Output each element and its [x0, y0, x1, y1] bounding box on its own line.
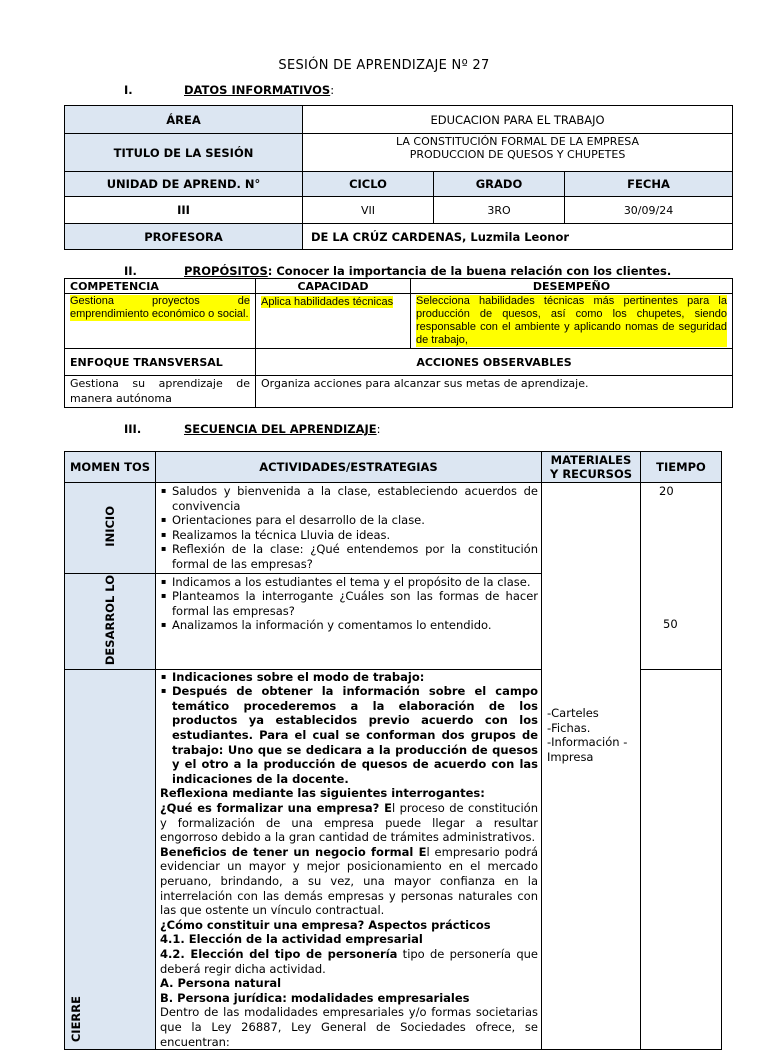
area-label: ÁREA [65, 106, 303, 134]
question-beneficios [160, 845, 538, 918]
acciones-label: ACCIONES OBSERVABLES [256, 349, 733, 376]
desempeno-label: DESEMPEÑO [411, 279, 733, 294]
reflexiona-text: Reflexiona mediante las siguientes interrogantes: [160, 786, 485, 801]
desempeno-value: Selecciona habilidades técnicas más pertinentes para la producción de quesos, así como los chupetes, siendo responsable con el ambiente y aplicando nomas de seguridad de trabajo, [416, 295, 727, 346]
cierre-cell [65, 669, 156, 1049]
profesora-label: PROFESORA [65, 224, 303, 250]
datos-table [64, 105, 733, 250]
modalidades-text: Dentro de las modalidades empresariales y/o formas societarias que la Ley 26887, Ley General de Sociedades ofrece, se encuentran: [160, 1005, 538, 1049]
titulo-line-1: LA CONSTITUCIÓN FORMAL DE LA EMPRESA [396, 135, 639, 148]
capacidad-label: CAPACIDAD [256, 279, 411, 294]
inicio-activities [156, 483, 542, 574]
acciones-value: Organiza acciones para alcanzar sus metas de aprendizaje. [256, 376, 733, 408]
secuencia-table [64, 451, 722, 1050]
desarrollo-label: DESARROL LO [103, 574, 117, 665]
inicio-item: ▪ Saludos y bienvenida a la clase, estableciendo acuerdos de convivencia [172, 484, 538, 513]
section-1-suffix: : [330, 83, 335, 97]
cierre-label: CIERRE [69, 995, 83, 1043]
cierre-item: ▪ Indicaciones sobre el modo de trabajo: [172, 670, 538, 685]
area-value: EDUCACION PARA EL TRABAJO [303, 106, 733, 134]
section-3-suffix: : [376, 422, 381, 436]
competencia-cell [65, 294, 256, 349]
question-constituir: ¿Cómo constituir una empresa? Aspectos prácticos [160, 917, 491, 932]
section-3-number: III. [124, 422, 142, 436]
cierre-tiempo [641, 669, 722, 1049]
inicio-item: ▪ Realizamos la técnica Lluvia de ideas. [172, 528, 538, 543]
actividades-header: ACTIVIDADES/ESTRATEGIAS [156, 452, 542, 483]
inicio-cell [65, 483, 156, 574]
question-formalizar-bold: ¿Qué es formalizar una empresa? E [160, 801, 392, 816]
materiales-item: -Fichas. [547, 720, 591, 735]
page-title: SESIÓN DE APRENDIZAJE Nº 27 [278, 58, 490, 73]
titulo-line-2: PRODUCCION DE QUESOS Y CHUPETES [409, 148, 626, 161]
question-formalizar [160, 801, 538, 845]
materiales-list [542, 706, 640, 764]
profesora-value: DE LA CRÚZ CARDENAS, Luzmila Leonor [303, 224, 733, 250]
fecha-value: 30/09/24 [565, 197, 733, 224]
capacidad-cell [256, 294, 411, 349]
materiales-cell [542, 483, 641, 1050]
desarrollo-item: ▪ Planteamos la interrogante ¿Cuáles son las formas de hacer formal las empresas? [172, 589, 538, 618]
desarrollo-item: ▪ Indicamos a los estudiantes el tema y el propósito de la clase. [172, 575, 538, 590]
titulo-value [303, 134, 733, 172]
titulo-label: TITULO DE LA SESIÓN [65, 134, 303, 172]
question-formalizar-text: l proceso de constitución y formalización de una empresa puede llegar a resultar engorroso debido a la gran cantidad de trámites administrativos. [160, 801, 538, 845]
section-2-heading [124, 264, 764, 279]
section-2-label: PROPÓSITOS [184, 264, 268, 278]
section-1-label: DATOS INFORMATIVOS [184, 83, 331, 97]
section-2-text: : Conocer la importancia de la buena relación con los clientes. [267, 264, 672, 278]
inicio-tiempo: 20 [641, 483, 722, 574]
cierre-activities [156, 669, 542, 1049]
desarrollo-activities [156, 573, 542, 669]
materiales-item: -Carteles [547, 706, 599, 720]
unidad-label: UNIDAD DE APREND. N° [65, 172, 303, 197]
grado-label: GRADO [434, 172, 565, 197]
item-actividad: 4.1. Elección de la actividad empresarial [160, 932, 423, 947]
capacidad-value: Aplica habilidades técnicas [261, 296, 394, 308]
section-1-heading [124, 83, 524, 99]
propositos-table [64, 278, 733, 408]
enfoque-label: ENFOQUE TRANSVERSAL [65, 349, 256, 376]
desarrollo-tiempo: 50 [641, 573, 722, 669]
item-personeria-text: tipo de personería que deberá regir dicha actividad. [160, 946, 538, 976]
cierre-item: ▪ Después de obtener la información sobre el campo temático procederemos a la elaboración de los productos ya establecidos previo acuerdo con los estudiantes. Para el cual se conforman dos grupos de trabajo: Uno que se dedicara a la producción de quesos y el otro a la producción de quesos de acuerdo con las indicaciones de la docente. [172, 684, 538, 786]
ciclo-value: VII [303, 197, 434, 224]
materiales-header: MATERIALES Y RECURSOS [542, 452, 641, 483]
materiales-item: -Información - [547, 735, 628, 750]
ciclo-label: CICLO [303, 172, 434, 197]
section-3-label: SECUENCIA DEL APRENDIZAJE [184, 422, 377, 436]
inicio-item: ▪ Orientaciones para el desarrollo de la clase. [172, 513, 538, 528]
item-personeria-bold: 4.2. Elección del tipo de personería [160, 946, 398, 961]
materiales-item: Impresa [547, 749, 594, 764]
competencia-label: COMPETENCIA [65, 279, 256, 294]
section-2-number: II. [124, 264, 137, 278]
item-persona-natural: A. Persona natural [160, 976, 282, 991]
section-3-heading [124, 422, 524, 438]
desempeno-cell [411, 294, 733, 349]
question-beneficios-bold: Beneficios de tener un negocio formal E [160, 844, 427, 859]
inicio-label: INICIO [103, 505, 117, 547]
desarrollo-cell [65, 573, 156, 669]
question-beneficios-text: l empresario podrá evidenciar un mayor y mejor posicionamiento en el mercado peruano, brindando, a su vez, una mayor confianza en la interrelación con las demás empresas y personas naturales con las que ostente un vínculo contractual. [160, 844, 539, 918]
desarrollo-item: ▪ Analizamos la información y comentamos lo entendido. [172, 618, 538, 633]
tiempo-header: TIEMPO [641, 452, 722, 483]
fecha-label: FECHA [565, 172, 733, 197]
momentos-header: MOMEN TOS [65, 452, 156, 483]
grado-value: 3RO [434, 197, 565, 224]
competencia-value: Gestiona proyectos de emprendimiento económico o social. [70, 295, 250, 320]
enfoque-value: Gestiona su aprendizaje de manera autónoma [65, 376, 256, 408]
item-persona-juridica: B. Persona jurídica: modalidades empresariales [160, 990, 470, 1005]
inicio-item: ▪ Reflexión de la clase: ¿Qué entendemos por la constitución formal de las empresas? [172, 542, 538, 571]
unidad-value: III [65, 197, 303, 224]
section-1-number: I. [124, 83, 133, 97]
item-personeria [160, 947, 538, 976]
